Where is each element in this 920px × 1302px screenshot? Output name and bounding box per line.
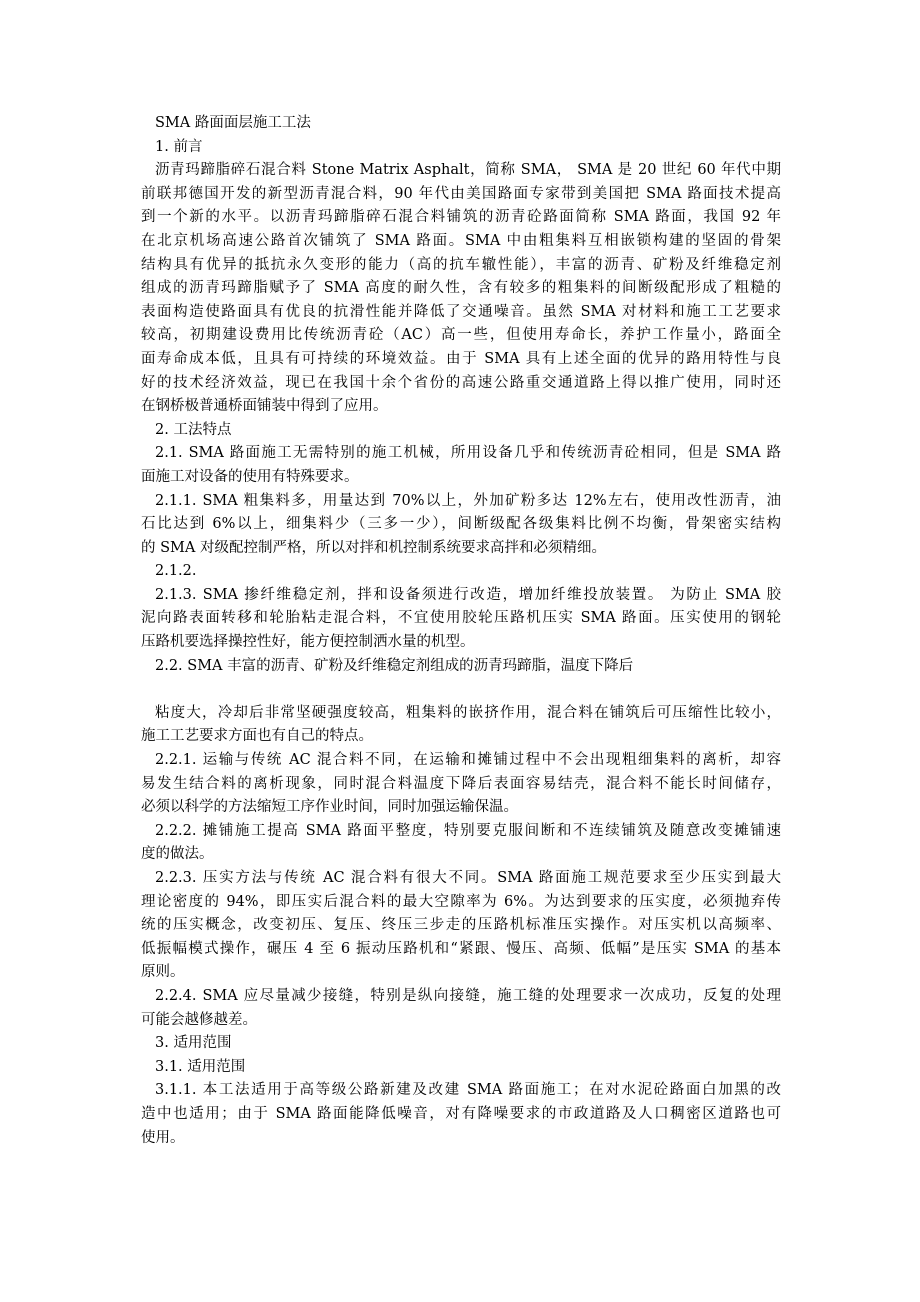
text-line [141,183,781,207]
text-line [141,1127,781,1151]
text-line-content: 到一个新的水平。以沥青玛蹄脂碎石混合料铺筑的沥青砼路面简称 SMA 路面，我国 92 年 [141,209,781,226]
text-line [141,631,781,655]
text-line [141,537,781,561]
text-line-content: 3. 适用范围 [155,1035,232,1052]
text-line-content: 沥青玛蹄脂碎石混合料 Stone Matrix Asphalt，简称 SMA， SMA 是 20 世纪 60 年代中期 [155,162,781,179]
text-line-content: 1. 前言 [155,138,203,155]
text-line-content: 的 SMA 对级配控制严格，所以对拌和机控制系统要求高拌和必须精细。 [141,539,606,556]
text-line-content: SMA 路面面层施工工法 [155,115,311,131]
text-line-content: 结构具有优异的抵抗永久变形的能力（高的抗车辙性能），丰富的沥青、矿粉及纤维稳定剂 [141,256,781,273]
text-line-content: 2.1.3. SMA 掺纤维稳定剂，拌和设备须进行改造，增加纤维投放装置。 为防止 SMA 胶 [155,586,781,603]
text-line [141,560,781,584]
text-line-content: 较高，初期建设费用比传统沥青砼（AC）高一些，但使用寿命长，养护工作量小，路面全 [141,327,781,344]
text-line-content: 可能会越修越差。 [141,1011,257,1028]
text-line-content: 3.1.1. 本工法适用于高等级公路新建及改建 SMA 路面施工；在对水泥砼路面白加黑的改 [155,1082,781,1099]
text-line [141,985,781,1009]
text-line [141,301,781,325]
text-line [141,796,781,820]
text-line [141,513,781,537]
text-line [141,725,781,749]
text-line-content: 面寿命成本低，且具有可持续的环境效益。由于 SMA 具有上述全面的优异的路用特性与良 [141,350,781,367]
text-line [141,914,781,938]
text-line-content: 低振幅模式操作，碾压 4 至 6 振动压路机和“紧跟、慢压、高频、低幅”是压实 SMA 的基本 [141,940,781,957]
text-line [141,1032,781,1056]
text-line [141,348,781,372]
blank-line [141,678,781,702]
text-line [141,136,781,160]
text-line [141,867,781,891]
text-line-content: 表面构造使路面具有优良的抗滑性能并降低了交通噪音。虽然 SMA 对材料和施工工艺要求 [141,303,781,320]
text-line-content: 2.2.1. 运输与传统 AC 混合料不同，在运输和摊铺过程中不会出现粗细集料的离析，却容 [155,752,781,769]
text-line [141,324,781,348]
text-line [141,749,781,773]
text-line-content: 石比达到 6%以上，细集料少（三多一少），间断级配各级集料比例不均衡，骨架密实结构 [141,516,781,533]
text-line [141,112,781,136]
text-line [141,773,781,797]
text-line-content: 2.2. SMA 丰富的沥青、矿粉及纤维稳定剂组成的沥青玛蹄脂，温度下降后 [155,657,634,674]
text-line [141,961,781,985]
text-line [141,607,781,631]
text-line-content: 在钢桥极普通桥面铺装中得到了应用。 [141,398,388,415]
text-line-content: 原则。 [141,964,185,981]
text-line [141,820,781,844]
text-line-content: 面施工对设备的使用有特殊要求。 [141,468,359,485]
text-line [141,206,781,230]
text-line [141,1079,781,1103]
text-line [141,702,781,726]
text-line [141,891,781,915]
text-line-content: 2. 工法特点 [155,421,232,438]
text-line [141,655,781,679]
text-line-content: 2.2.3. 压实方法与传统 AC 混合料有很大不同。SMA 路面施工规范要求至少压实到最大 [155,870,781,886]
text-line-content: 施工工艺要求方面也有自己的特点。 [141,728,373,745]
text-line-content: 泥向路表面转移和轮胎粘走混合料，不宜使用胶轮压路机压实 SMA 路面。压实使用的钢轮 [141,610,781,627]
text-line [141,938,781,962]
text-line-content: 组成的沥青玛蹄脂赋予了 SMA 高度的耐久性，含有较多的粗集料的间断级配形成了粗糙的 [141,280,781,297]
text-line-content: 粘度大，冷却后非常坚硬强度较高，粗集料的嵌挤作用，混合料在铺筑后可压缩性比较小， [155,704,781,721]
text-line [141,584,781,608]
document-body [141,112,781,1150]
text-line [141,254,781,278]
text-line [141,277,781,301]
text-line-content: 易发生结合料的离析现象，同时混合料温度下降后表面容易结壳，混合料不能长时间储存， [141,775,781,792]
text-line-content: 统的压实概念，改变初压、复压、终压三步走的压路机标准压实操作。对压实机以高频率、 [141,917,781,934]
text-line [141,843,781,867]
text-line-content: 2.1.1. SMA 粗集料多，用量达到 70%以上，外加矿粉多达 12%左右，使用改性沥青，油 [155,492,781,509]
text-line [141,159,781,183]
text-line-content: 前联邦德国开发的新型沥青混合料，90 年代由美国路面专家带到美国把 SMA 路面技术提高 [141,185,781,202]
text-line-content: 造中也适用；由于 SMA 路面能降低噪音，对有降噪要求的市政道路及人口稠密区道路也可 [141,1105,781,1122]
text-line-content: 理论密度的 94%，即压实后混合料的最大空隙率为 6%。为达到要求的压实度，必须抛弃传 [141,893,781,910]
text-line [141,442,781,466]
text-line [141,1103,781,1127]
text-line-content: 2.2.2. 摊铺施工提高 SMA 路面平整度，特别要克服间断和不连续铺筑及随意改变摊铺速 [155,822,781,839]
text-line-content: 2.2.4. SMA 应尽量减少接缝，特别是纵向接缝，施工缝的处理要求一次成功，反复的处理 [155,987,781,1004]
text-line-content: 度的做法。 [141,846,214,863]
text-line-content: 在北京机场高速公路首次铺筑了 SMA 路面。SMA 中由粗集料互相嵌锁构建的坚固的骨架 [141,232,781,249]
text-line-content: 好的技术经济效益，现已在我国十余个省份的高速公路重交通道路上得以推广使用，同时还 [141,374,781,391]
text-line [141,419,781,443]
text-line [141,230,781,254]
text-line [141,490,781,514]
text-line [141,395,781,419]
text-line-content: 2.1.2. [155,563,197,580]
text-line [141,372,781,396]
text-line-content: 3.1. 适用范围 [155,1058,246,1075]
text-line [141,466,781,490]
text-line-content: 必须以科学的方法缩短工序作业时间，同时加强运输保温。 [141,799,518,816]
text-line [141,1009,781,1033]
text-line-content: 2.1. SMA 路面施工无需特别的施工机械，所用设备几乎和传统沥青砼相同，但是 SMA 路 [155,445,781,462]
text-line-content: 使用。 [141,1129,185,1146]
text-line-content: 压路机要选择操控性好，能方便控制洒水量的机型。 [141,634,475,651]
text-line [141,1056,781,1080]
